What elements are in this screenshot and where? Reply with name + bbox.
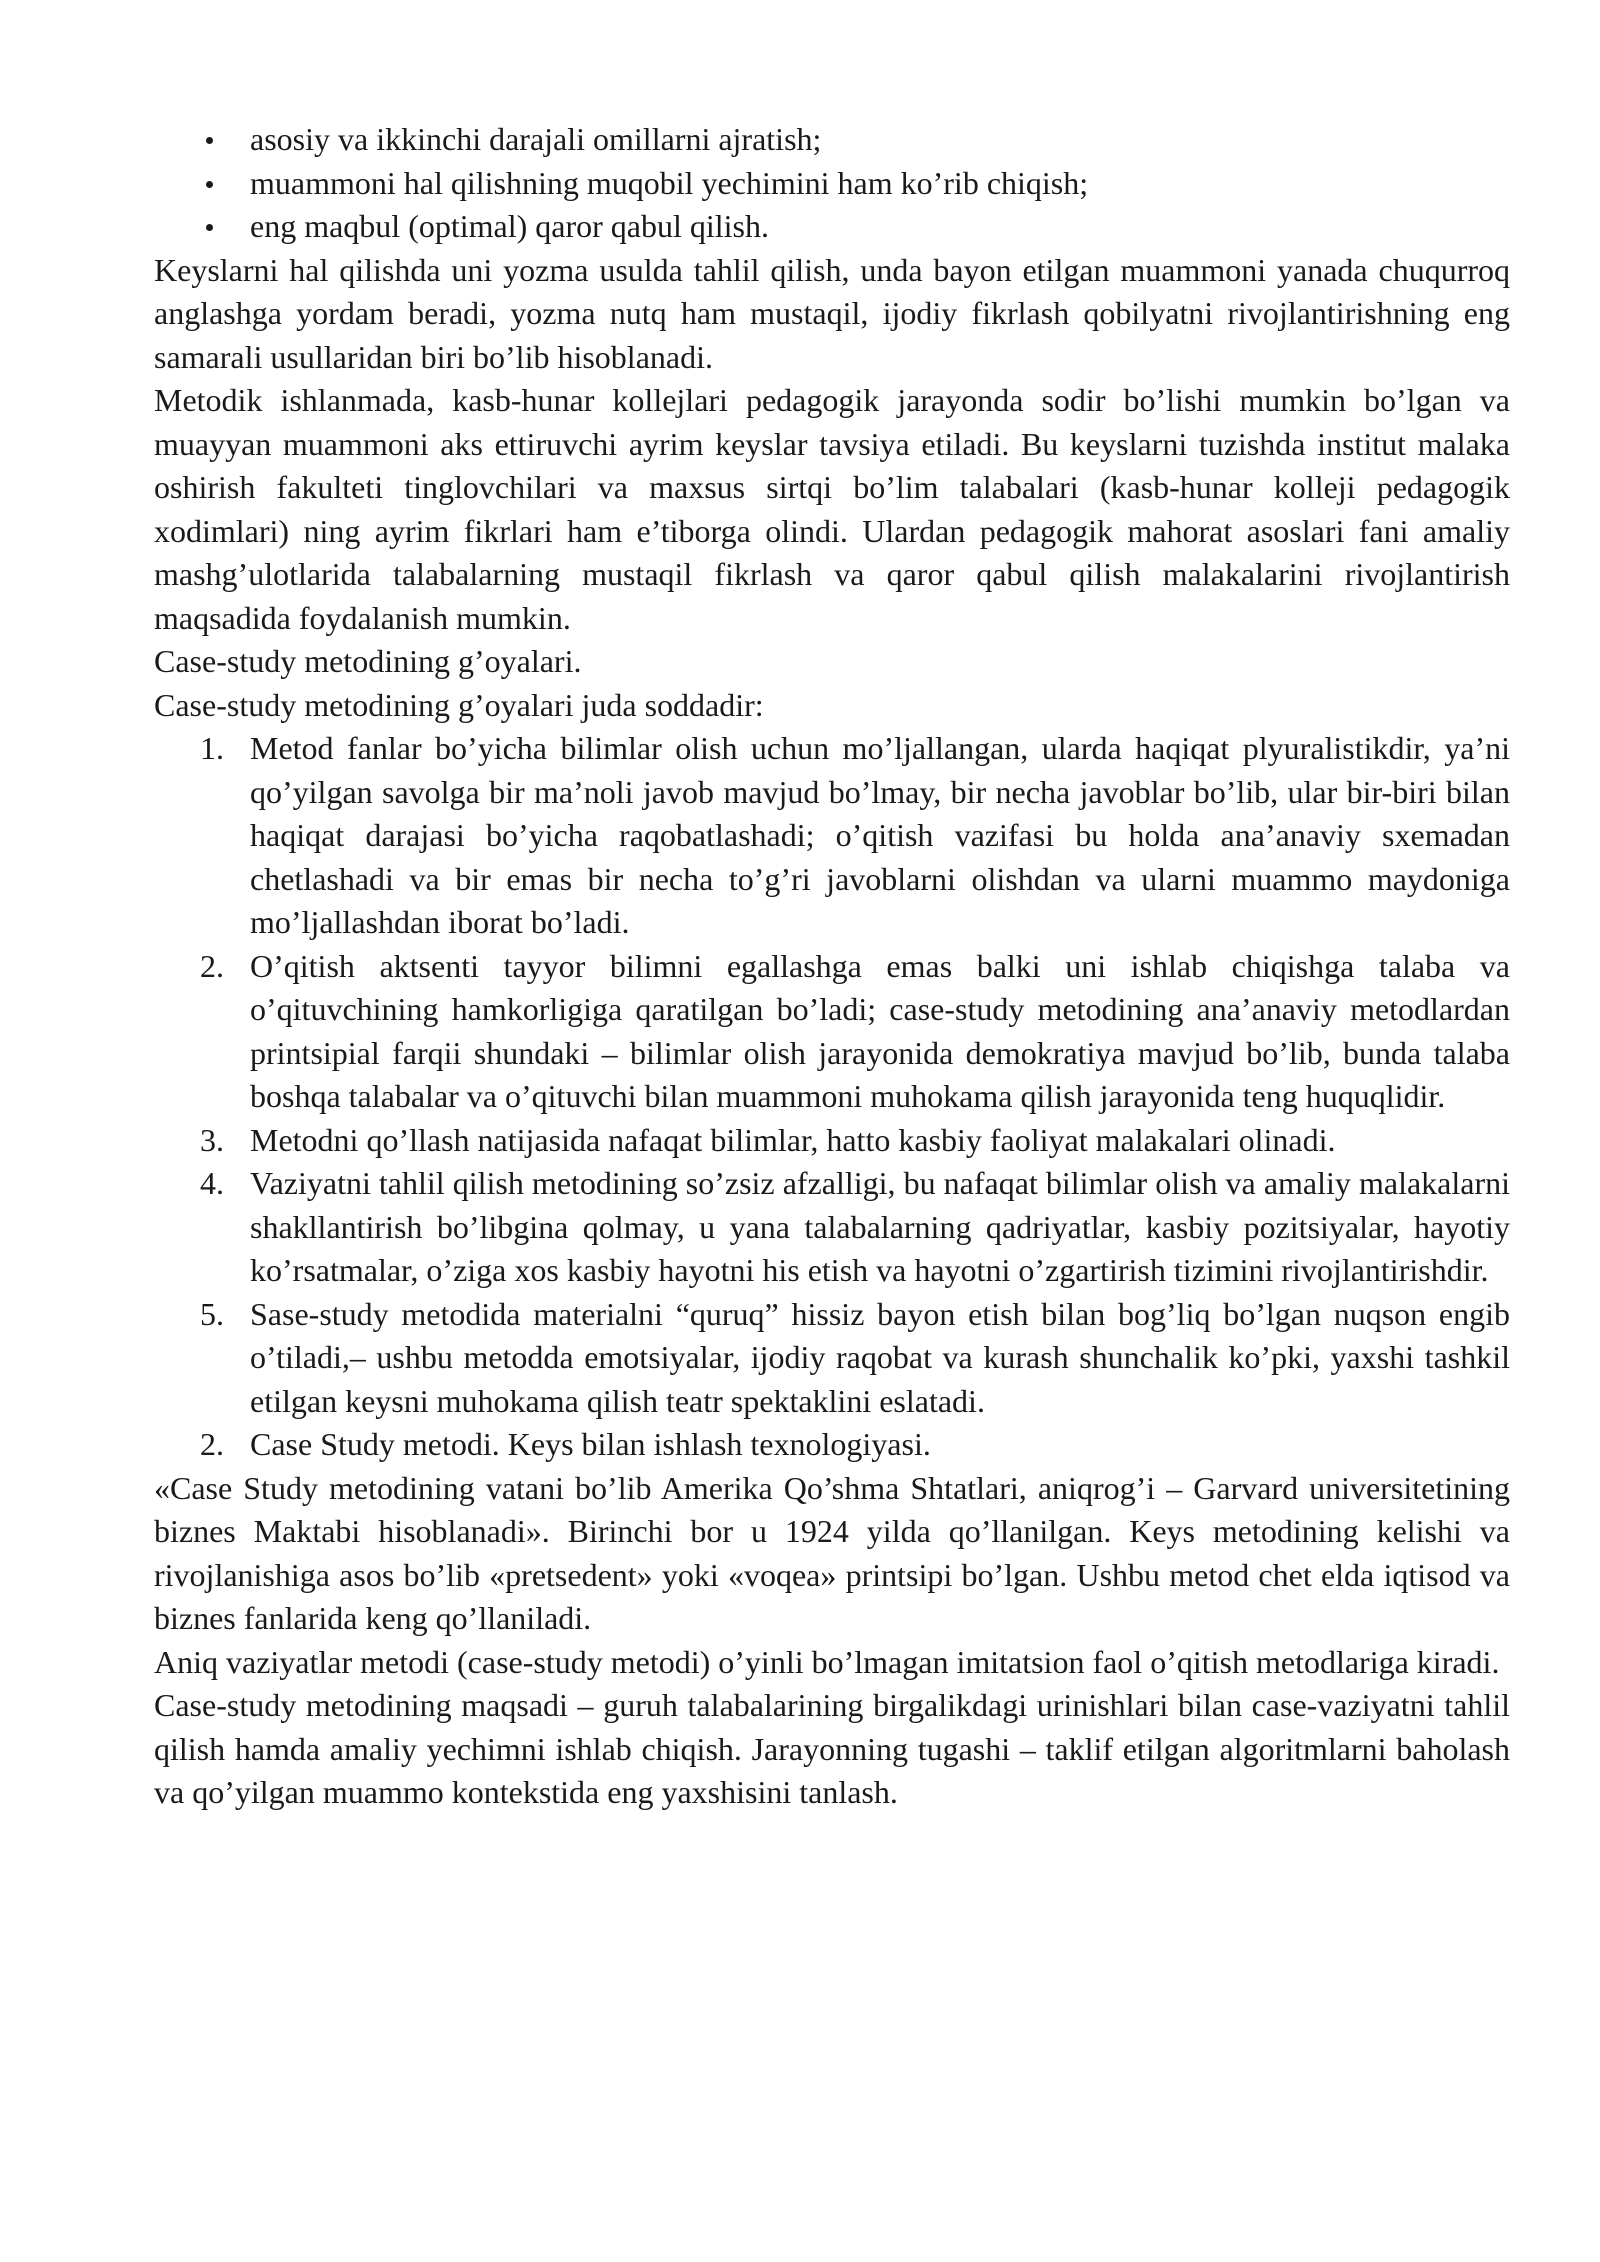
paragraph-written-analysis: Keyslarni hal qilishda uni yozma usulda tahlil qilish, unda bayon etilgan muammoni yanada chuqurroq anglashga yordam beradi, yozma nutq ham mustaqil, ijodiy fikrlash qobilyatni rivojlantirishning eng samarali usullaridan biri bo’lib hisoblanadi. [154,251,1510,375]
paragraph-ideas-intro: Case-study metodining g’oyalari juda soddadir: [154,686,764,723]
numbered-item [154,945,1510,1119]
item-number: 4. [200,1165,224,1201]
bullet-item: muammoni hal qilishning muqobil yechimini ham ko’rib chiqish; [154,162,1510,206]
section-heading-case-study-method [154,1423,1510,1467]
numbered-item [154,1293,1510,1424]
numbered-item [154,727,1510,945]
item-number: 1. [200,730,224,766]
paragraph-history: «Case Study metodining vatani bo’lib Amerika Qo’shma Shtatlari, aniqrog’i – Garvard universitetining biznes Maktabi hisoblanadi». Birinchi bor u 1924 yilda qo’llanilgan. Keys metodining kelishi va rivojlanishiga asos bo’lib «pretsedent» yoki «voqea» printsipi bo’lgan. Ushbu metod chet elda iqtisod va biznes fanlarida keng qo’llaniladi. [154,1469,1510,1636]
item-text: Metod fanlar bo’yicha bilimlar olish uchun mo’ljallangan, ularda haqiqat plyuralistikdir, ya’ni qo’yilgan savolga bir ma’noli javob mavjud bo’lmay, bir necha javoblar bo’lib, ular bir-biri bilan haqiqat darajasi bo’yicha raqobatlashadi; o’qitish vazifasi bu holda ana’anaviy sxemadan chetlashadi va bir emas bir necha to’g’ri javoblarni olishdan va ularni muammo maydoniga mo’ljallashdan iborat bo’ladi. [250,730,1510,940]
item-text: Vaziyatni tahlil qilish metodining so’zsiz afzalligi, bu nafaqat bilimlar olish va amaliy malakalarni shakllantirish bo’libgina qolmay, u yana talabalarning qadriyatlar, kasbiy pozitsiyalar, hayotiy ko’rsatmalar, o’ziga xos kasbiy hayotni his etish va hayotni o’zgartirish tizimini rivojlantirishdir. [250,1165,1510,1288]
item-number: 5. [200,1295,224,1332]
paragraph-methodical-development: Metodik ishlanmada, kasb-hunar kollejlari pedagogik jarayonda sodir bo’lishi mumkin bo’lgan va muayyan muammoni aks ettiruvchi ayrim keyslar tavsiya etiladi. Bu keyslarni tuzishda institut malaka oshirish fakulteti tinglovchilari va maxsus sirtqi bo’lim talabalari (kasb-hunar kolleji pedagogik xodimlari) ning ayrim fikrlari ham e’tiborga olindi. Ulardan pedagogik mahorat asoslari fani amaliy mashg’ulotlarida talabalarning mustaqil fikrlash va qaror qabul qilish malakalarini rivojlantirish maqsadida foydalanish mumkin. [154,382,1510,636]
numbered-list [154,727,1510,1467]
document-page [154,118,1510,1815]
section-heading-case-study-ideas: Case-study metodining g’oyalari. [154,643,582,679]
item-text: Case Study metodi. Keys bilan ishlash texnologiyasi. [250,1426,931,1462]
numbered-item [154,1119,1510,1163]
paragraph-method-type: Aniq vaziyatlar metodi (case-study metodi) o’yinli bo’lmagan imitatsion faol o’qitish metodlariga kiradi. [154,1643,1500,1680]
item-text: Sase-study metodida materialni “quruq” hissiz bayon etish bilan bog’liq bo’lgan nuqson engib o’tiladi,– ushbu metodda emotsiyalar, ijodiy raqobat va kurash shunchalik ko’pki, yaxshi tashkil etilgan keysni muhokama qilish teatr spektaklini eslatadi. [250,1295,1510,1419]
numbered-item [154,1162,1510,1293]
item-text: O’qitish aktsenti tayyor bilimni egallashga emas balki uni ishlab chiqishga talaba va o’qituvchining hamkorligiga qaratilgan bo’ladi; case-study metodining ana’anaviy metodlardan printsipial farqii shundaki – bilimlar olish jarayonida demokratiya mavjud bo’lib, bunda talaba boshqa talabalar va o’qituvchi bilan muammoni muhokama qilish jarayonida teng huquqlidir. [250,947,1510,1114]
bullet-item: asosiy va ikkinchi darajali omillarni ajratish; [154,118,1510,162]
bullet-list [154,118,1510,249]
item-number: 2. [200,1426,224,1462]
bullet-item: eng maqbul (optimal) qaror qabul qilish. [154,205,1510,249]
item-number: 3. [200,1121,224,1158]
item-number: 2. [200,947,224,984]
paragraph-method-goal: Case-study metodining maqsadi – guruh talabalarining birgalikdagi urinishlari bilan case-vaziyatni tahlil qilish hamda amaliy yechimni ishlab chiqish. Jarayonning tugashi – taklif etilgan algoritmlarni baholash va qo’yilgan muammo kontekstida eng yaxshisini tanlash. [154,1687,1510,1810]
item-text: Metodni qo’llash natijasida nafaqat bilimlar, hatto kasbiy faoliyat malakalari olinadi. [250,1121,1336,1158]
